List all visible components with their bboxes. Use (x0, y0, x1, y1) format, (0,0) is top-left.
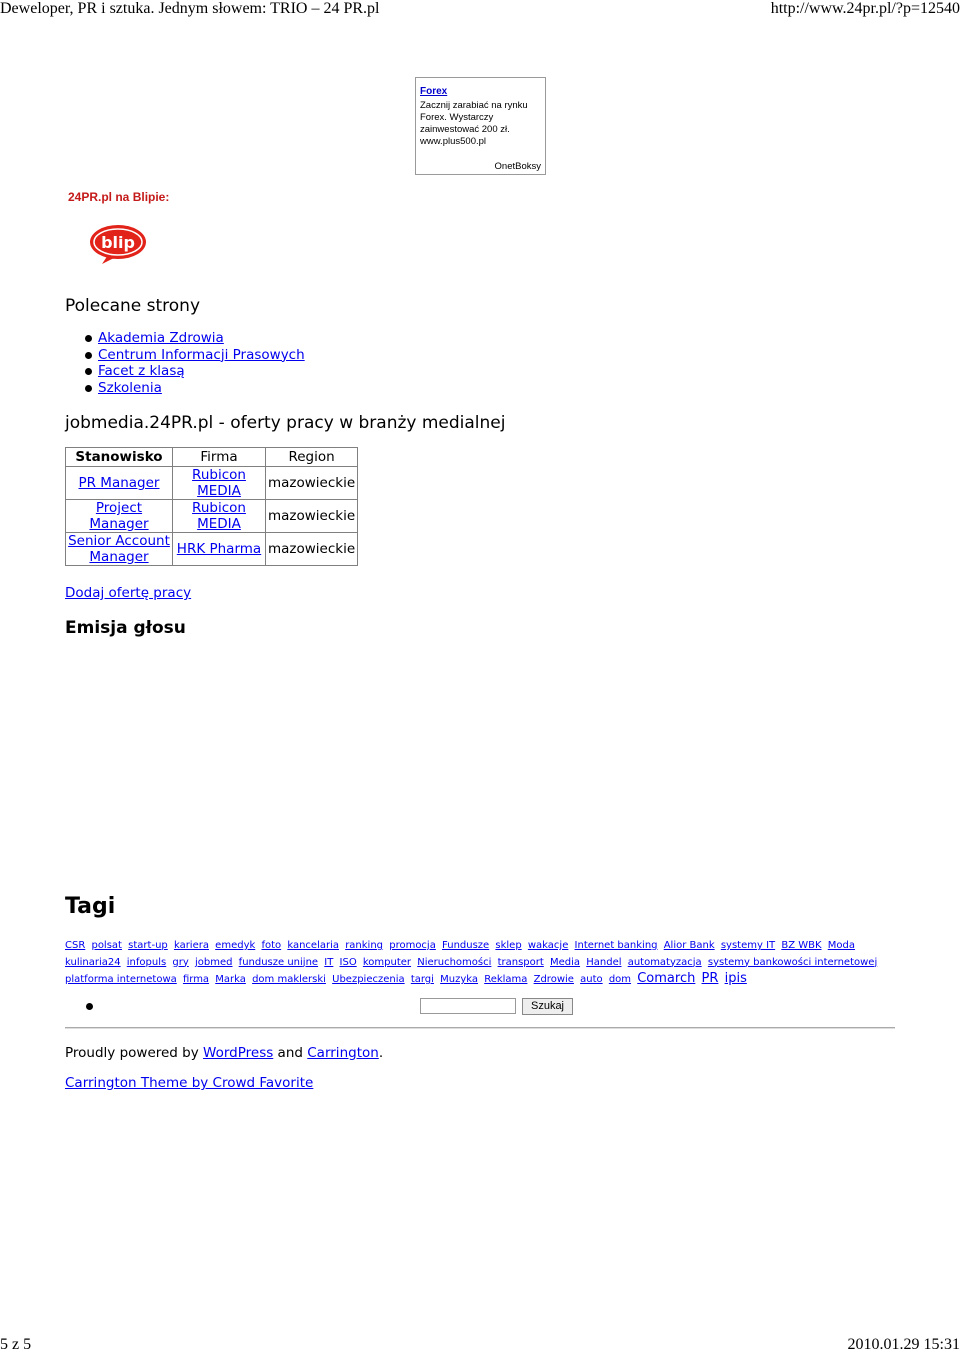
list-bullet (86, 1003, 93, 1010)
search-button[interactable]: Szukaj (522, 998, 573, 1015)
recommended-link[interactable]: Facet z klasą (98, 363, 185, 380)
list-item (98, 363, 305, 380)
job-company-cell (173, 533, 266, 566)
tag-link[interactable]: Handel (586, 956, 622, 968)
tag-link[interactable]: Alior Bank (663, 940, 715, 951)
tag-link[interactable]: ipis (724, 971, 747, 986)
tag-link[interactable]: Fundusze (442, 940, 490, 951)
table-header-row (66, 448, 358, 467)
tag-link[interactable]: kancelaria (287, 940, 339, 951)
job-region-cell: mazowieckie (266, 533, 358, 566)
tag-link[interactable]: auto (580, 974, 603, 985)
job-position-link[interactable]: Project Manager (89, 500, 149, 532)
tag-link[interactable]: ranking (345, 940, 384, 951)
job-company-link[interactable]: Rubicon MEDIA (192, 500, 246, 532)
job-position-link[interactable]: Senior Account Manager (68, 533, 170, 565)
job-position-cell (66, 500, 173, 533)
print-page-number: 5 z 5 (0, 1336, 32, 1353)
job-company-cell (173, 500, 266, 533)
print-datetime: 2010.01.29 15:31 (847, 1336, 960, 1353)
tag-link[interactable]: IT (324, 956, 334, 968)
tag-link[interactable]: Moda (827, 940, 855, 951)
tag-link[interactable]: ISO (339, 956, 357, 968)
tag-link[interactable]: kariera (173, 940, 209, 951)
tag-link[interactable]: transport (497, 956, 544, 968)
list-item (98, 347, 305, 364)
tag-link[interactable]: polsat (91, 940, 122, 951)
jobs-table (65, 447, 358, 566)
table-row (66, 533, 358, 566)
tag-link[interactable]: BZ WBK (781, 940, 822, 951)
tag-link[interactable]: emedyk (215, 940, 256, 951)
list-item (98, 380, 305, 397)
tag-link[interactable]: Zdrowie (533, 974, 574, 985)
recommended-link[interactable]: Centrum Informacji Prasowych (98, 346, 305, 363)
tag-cloud (65, 938, 895, 989)
divider (65, 1027, 895, 1029)
theme-credit-link[interactable]: Carrington Theme by Crowd Favorite (65, 1075, 314, 1091)
tag-link[interactable]: infopuls (126, 956, 167, 968)
jobs-heading: jobmedia.24PR.pl - oferty pracy w branży medialnej (65, 413, 506, 433)
tag-link[interactable]: komputer (362, 956, 412, 968)
blip-label: 24PR.pl na Blipie: (68, 190, 170, 204)
job-company-link[interactable]: HRK Pharma (176, 541, 262, 557)
tag-link[interactable]: platforma internetowa (65, 974, 177, 985)
add-job-offer-link[interactable]: Dodaj ofertę pracy (65, 585, 192, 601)
job-region-cell: mazowieckie (266, 500, 358, 533)
tag-link[interactable]: dom maklerski (252, 974, 326, 985)
tag-link[interactable]: kulinaria24 (65, 956, 121, 968)
tag-link[interactable]: Muzyka (440, 974, 479, 985)
tag-link[interactable]: Nieruchomości (417, 956, 492, 968)
table-row (66, 467, 358, 500)
blip-logo-icon[interactable] (88, 223, 148, 265)
tag-link[interactable]: CSR (65, 940, 86, 951)
tag-link[interactable]: jobmed (194, 956, 233, 968)
print-title: Deweloper, PR i sztuka. Jednym słowem: TRIO – 24 PR.pl (0, 0, 380, 17)
job-region-cell: mazowieckie (266, 467, 358, 500)
blip-logo-text: blip (101, 233, 135, 252)
powered-prefix: Proudly powered by (65, 1045, 204, 1061)
column-header: Stanowisko (66, 448, 173, 467)
column-header: Firma (173, 448, 266, 467)
tag-link[interactable]: wakacje (527, 940, 569, 951)
tag-link[interactable]: Reklama (484, 974, 528, 985)
recommended-list (78, 330, 305, 396)
tag-link[interactable]: systemy bankowości internetowej (707, 956, 878, 968)
search-input[interactable] (420, 998, 516, 1014)
tag-link[interactable]: sklep (495, 940, 522, 951)
job-position-cell (66, 533, 173, 566)
tag-link[interactable]: promocja (389, 940, 436, 951)
tag-link[interactable]: Media (550, 956, 581, 968)
print-url: http://www.24pr.pl/?p=12540 (770, 0, 960, 17)
tag-link[interactable]: foto (261, 940, 282, 951)
tag-link[interactable]: start-up (128, 940, 168, 951)
emisja-heading: Emisja głosu (65, 618, 186, 638)
tag-link[interactable]: fundusze unijne (238, 956, 319, 968)
recommended-heading: Polecane strony (65, 296, 201, 316)
powered-dot: . (378, 1045, 384, 1061)
wordpress-link[interactable]: WordPress (203, 1045, 274, 1061)
job-position-cell (66, 467, 173, 500)
tag-link[interactable]: systemy IT (720, 940, 776, 951)
tag-link[interactable]: Ubezpieczenia (332, 974, 405, 985)
tag-link[interactable]: automatyzacja (627, 956, 702, 968)
tag-link[interactable]: targi (410, 974, 434, 985)
powered-by (65, 1045, 383, 1061)
column-header: Region (266, 448, 358, 467)
tag-link[interactable]: Internet banking (574, 940, 658, 951)
table-row (66, 500, 358, 533)
carrington-link[interactable]: Carrington (307, 1045, 379, 1061)
powered-and: and (273, 1045, 308, 1061)
job-company-link[interactable]: Rubicon MEDIA (192, 467, 246, 499)
recommended-link[interactable]: Szkolenia (98, 379, 162, 396)
job-company-cell (173, 467, 266, 500)
job-position-link[interactable]: PR Manager (78, 475, 160, 491)
tag-link[interactable]: firma (182, 974, 210, 985)
tags-heading: Tagi (65, 894, 116, 919)
ad-text: Zacznij zarabiać na rynku Forex. Wystarczy zainwestować 200 zł. www.plus500.pl (420, 100, 528, 147)
recommended-link[interactable]: Akademia Zdrowia (98, 330, 224, 346)
tag-link[interactable]: dom (608, 974, 632, 985)
ad-brand: OnetBoksy (494, 161, 541, 172)
ad-box (415, 77, 546, 175)
tag-link[interactable]: Comarch (637, 971, 696, 986)
ad-title-link[interactable]: Forex (420, 86, 448, 97)
tag-link[interactable]: Marka (215, 974, 246, 985)
list-item (98, 330, 305, 347)
tag-link[interactable]: PR (701, 971, 719, 986)
tag-link[interactable]: gry (172, 956, 189, 968)
